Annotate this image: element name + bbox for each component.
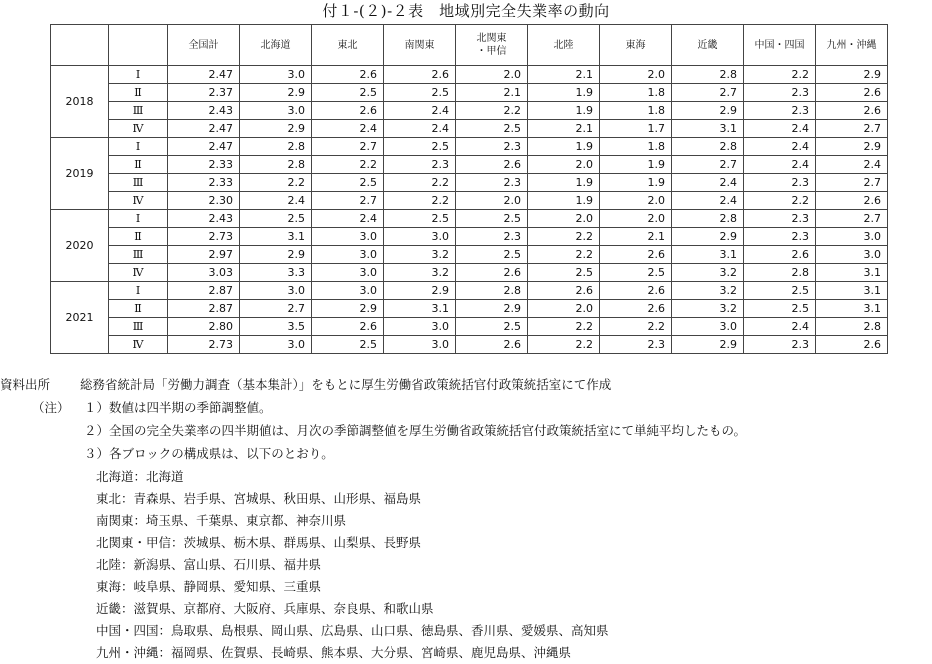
rate-cell: 2.87 bbox=[168, 282, 240, 300]
rate-cell: 2.43 bbox=[168, 102, 240, 120]
rate-cell: 3.0 bbox=[384, 318, 456, 336]
block-composition: 北海道：北海道 bbox=[96, 469, 184, 484]
table-row bbox=[51, 336, 888, 354]
quarter-cell: Ⅱ bbox=[109, 84, 168, 102]
unemployment-table bbox=[50, 24, 888, 354]
rate-cell: 3.0 bbox=[384, 336, 456, 354]
quarter-cell: Ⅲ bbox=[109, 102, 168, 120]
rate-cell: 3.0 bbox=[240, 66, 312, 84]
rate-cell: 3.3 bbox=[240, 264, 312, 282]
rate-cell: 2.0 bbox=[600, 210, 672, 228]
rate-cell: 2.5 bbox=[312, 336, 384, 354]
rate-cell: 2.2 bbox=[528, 336, 600, 354]
rate-cell: 2.9 bbox=[240, 120, 312, 138]
note-item: ２）全国の完全失業率の四半期値は、月次の季節調整値を厚生労働省政策統括官付政策統括室にて単純平均したもの。 bbox=[84, 423, 747, 438]
rate-cell: 2.0 bbox=[456, 192, 528, 210]
rate-cell: 2.3 bbox=[744, 102, 816, 120]
rate-cell: 2.8 bbox=[672, 66, 744, 84]
rate-cell: 2.30 bbox=[168, 192, 240, 210]
block-composition: 中国・四国：鳥取県、島根県、岡山県、広島県、山口県、徳島県、香川県、愛媛県、高知県 bbox=[96, 623, 609, 638]
rate-cell: 2.0 bbox=[600, 66, 672, 84]
rate-cell: 1.9 bbox=[600, 174, 672, 192]
rate-cell: 1.7 bbox=[600, 120, 672, 138]
table-title: 付１-(２)-２表 地域別完全失業率の動向 bbox=[322, 2, 610, 20]
rate-cell: 2.6 bbox=[816, 102, 888, 120]
block-composition: 九州・沖縄：福岡県、佐賀県、長崎県、熊本県、大分県、宮崎県、鹿児島県、沖縄県 bbox=[96, 645, 572, 660]
rate-cell: 2.5 bbox=[240, 210, 312, 228]
rate-cell: 2.33 bbox=[168, 156, 240, 174]
rate-cell: 2.2 bbox=[456, 102, 528, 120]
rate-cell: 2.8 bbox=[672, 210, 744, 228]
rate-cell: 3.1 bbox=[816, 264, 888, 282]
rate-cell: 2.4 bbox=[744, 120, 816, 138]
rate-cell: 2.73 bbox=[168, 228, 240, 246]
header-minami-kanto: 南関東 bbox=[384, 25, 456, 66]
rate-cell: 2.6 bbox=[744, 246, 816, 264]
rate-cell: 2.7 bbox=[240, 300, 312, 318]
rate-cell: 2.47 bbox=[168, 66, 240, 84]
rate-cell: 2.0 bbox=[456, 66, 528, 84]
year-cell: 2020 bbox=[51, 210, 109, 282]
rate-cell: 2.2 bbox=[312, 156, 384, 174]
rate-cell: 1.9 bbox=[528, 102, 600, 120]
table-row bbox=[51, 264, 888, 282]
rate-cell: 2.3 bbox=[456, 174, 528, 192]
header-kinki: 近畿 bbox=[672, 25, 744, 66]
rate-cell: 3.2 bbox=[672, 300, 744, 318]
rate-cell: 2.9 bbox=[240, 84, 312, 102]
rate-cell: 3.5 bbox=[240, 318, 312, 336]
rate-cell: 2.6 bbox=[456, 336, 528, 354]
rate-cell: 2.1 bbox=[600, 228, 672, 246]
header-chugoku-shikoku: 中国・四国 bbox=[744, 25, 816, 66]
rate-cell: 2.80 bbox=[168, 318, 240, 336]
rate-cell: 3.0 bbox=[816, 228, 888, 246]
rate-cell: 2.4 bbox=[744, 156, 816, 174]
rate-cell: 3.0 bbox=[384, 228, 456, 246]
block-composition: 北陸：新潟県、富山県、石川県、福井県 bbox=[96, 557, 322, 572]
rate-cell: 2.4 bbox=[672, 174, 744, 192]
rate-cell: 2.6 bbox=[600, 282, 672, 300]
rate-cell: 2.2 bbox=[240, 174, 312, 192]
rate-cell: 2.9 bbox=[312, 300, 384, 318]
rate-cell: 3.2 bbox=[384, 264, 456, 282]
rate-cell: 2.3 bbox=[456, 138, 528, 156]
rate-cell: 1.9 bbox=[528, 174, 600, 192]
rate-cell: 2.2 bbox=[528, 246, 600, 264]
rate-cell: 3.1 bbox=[672, 246, 744, 264]
rate-cell: 2.43 bbox=[168, 210, 240, 228]
rate-cell: 2.9 bbox=[456, 300, 528, 318]
rate-cell: 1.8 bbox=[600, 84, 672, 102]
rate-cell: 2.2 bbox=[744, 192, 816, 210]
header-tohoku: 東北 bbox=[312, 25, 384, 66]
quarter-cell: Ⅰ bbox=[109, 282, 168, 300]
rate-cell: 2.3 bbox=[456, 228, 528, 246]
rate-cell: 2.4 bbox=[384, 102, 456, 120]
header-year-blank bbox=[51, 25, 109, 66]
rate-cell: 2.6 bbox=[600, 300, 672, 318]
rate-cell: 3.0 bbox=[240, 336, 312, 354]
rate-cell: 2.0 bbox=[600, 192, 672, 210]
quarter-cell: Ⅲ bbox=[109, 246, 168, 264]
rate-cell: 2.5 bbox=[600, 264, 672, 282]
rate-cell: 2.9 bbox=[240, 246, 312, 264]
rate-cell: 2.1 bbox=[528, 120, 600, 138]
rate-cell: 3.1 bbox=[240, 228, 312, 246]
header-national: 全国計 bbox=[168, 25, 240, 66]
rate-cell: 2.2 bbox=[528, 228, 600, 246]
rate-cell: 2.7 bbox=[312, 192, 384, 210]
note-item: １）数値は四半期の季節調整値。 bbox=[84, 400, 272, 415]
rate-cell: 2.4 bbox=[744, 318, 816, 336]
rate-cell: 2.5 bbox=[744, 300, 816, 318]
table-row bbox=[51, 282, 888, 300]
rate-cell: 2.9 bbox=[672, 336, 744, 354]
rate-cell: 2.5 bbox=[384, 138, 456, 156]
rate-cell: 3.0 bbox=[240, 282, 312, 300]
rate-cell: 2.6 bbox=[528, 282, 600, 300]
table-row bbox=[51, 210, 888, 228]
table-row bbox=[51, 84, 888, 102]
table-row bbox=[51, 246, 888, 264]
rate-cell: 2.8 bbox=[456, 282, 528, 300]
rate-cell: 2.2 bbox=[600, 318, 672, 336]
rate-cell: 2.37 bbox=[168, 84, 240, 102]
rate-cell: 2.5 bbox=[456, 318, 528, 336]
rate-cell: 2.8 bbox=[672, 138, 744, 156]
rate-cell: 2.4 bbox=[312, 120, 384, 138]
table-row bbox=[51, 192, 888, 210]
header-kita-kanto-koshin: 北関東 ・甲信 bbox=[456, 25, 528, 66]
table-row bbox=[51, 66, 888, 84]
rate-cell: 2.9 bbox=[672, 228, 744, 246]
rate-cell: 2.7 bbox=[672, 84, 744, 102]
rate-cell: 2.3 bbox=[744, 228, 816, 246]
header-row bbox=[51, 25, 888, 66]
rate-cell: 3.0 bbox=[240, 102, 312, 120]
rate-cell: 3.0 bbox=[312, 282, 384, 300]
rate-cell: 2.3 bbox=[744, 210, 816, 228]
rate-cell: 2.7 bbox=[672, 156, 744, 174]
rate-cell: 2.6 bbox=[816, 336, 888, 354]
rate-cell: 2.7 bbox=[816, 120, 888, 138]
rate-cell: 2.5 bbox=[528, 264, 600, 282]
rate-cell: 2.3 bbox=[744, 174, 816, 192]
rate-cell: 2.4 bbox=[384, 120, 456, 138]
rate-cell: 3.0 bbox=[312, 228, 384, 246]
rate-cell: 1.9 bbox=[528, 84, 600, 102]
rate-cell: 2.3 bbox=[600, 336, 672, 354]
note-item: ３）各ブロックの構成県は、以下のとおり。 bbox=[84, 446, 334, 461]
rate-cell: 2.8 bbox=[744, 264, 816, 282]
source-text: 総務省統計局「労働力調査（基本集計）」をもとに厚生労働省政策統括官付政策統括室にて作成 bbox=[80, 377, 612, 392]
quarter-cell: Ⅳ bbox=[109, 192, 168, 210]
table-row bbox=[51, 318, 888, 336]
rate-cell: 2.6 bbox=[384, 66, 456, 84]
quarter-cell: Ⅱ bbox=[109, 300, 168, 318]
rate-cell: 2.6 bbox=[312, 102, 384, 120]
rate-cell: 2.4 bbox=[312, 210, 384, 228]
quarter-cell: Ⅰ bbox=[109, 138, 168, 156]
rate-cell: 2.6 bbox=[456, 156, 528, 174]
rate-cell: 2.7 bbox=[816, 210, 888, 228]
rate-cell: 2.33 bbox=[168, 174, 240, 192]
rate-cell: 2.6 bbox=[816, 84, 888, 102]
rate-cell: 2.9 bbox=[384, 282, 456, 300]
rate-cell: 2.5 bbox=[744, 282, 816, 300]
rate-cell: 2.6 bbox=[312, 318, 384, 336]
header-hokuriku: 北陸 bbox=[528, 25, 600, 66]
quarter-cell: Ⅳ bbox=[109, 120, 168, 138]
rate-cell: 3.0 bbox=[312, 246, 384, 264]
rate-cell: 2.7 bbox=[312, 138, 384, 156]
table-row bbox=[51, 156, 888, 174]
rate-cell: 2.0 bbox=[528, 300, 600, 318]
header-quarter-blank bbox=[109, 25, 168, 66]
rate-cell: 2.9 bbox=[816, 138, 888, 156]
rate-cell: 1.9 bbox=[600, 156, 672, 174]
table-row bbox=[51, 138, 888, 156]
rate-cell: 2.47 bbox=[168, 138, 240, 156]
quarter-cell: Ⅳ bbox=[109, 264, 168, 282]
rate-cell: 2.9 bbox=[816, 66, 888, 84]
rate-cell: 3.1 bbox=[384, 300, 456, 318]
quarter-cell: Ⅰ bbox=[109, 210, 168, 228]
rate-cell: 2.8 bbox=[240, 138, 312, 156]
rate-cell: 2.3 bbox=[384, 156, 456, 174]
rate-cell: 3.1 bbox=[816, 300, 888, 318]
block-composition: 東海：岐阜県、静岡県、愛知県、三重県 bbox=[96, 579, 322, 594]
rate-cell: 2.0 bbox=[528, 210, 600, 228]
header-tokai: 東海 bbox=[600, 25, 672, 66]
table-row bbox=[51, 174, 888, 192]
rate-cell: 2.5 bbox=[312, 174, 384, 192]
table-row bbox=[51, 228, 888, 246]
notes-label: （注） bbox=[32, 400, 70, 415]
rate-cell: 2.1 bbox=[528, 66, 600, 84]
source-label: 資料出所 bbox=[0, 377, 51, 392]
rate-cell: 1.9 bbox=[528, 138, 600, 156]
rate-cell: 3.2 bbox=[384, 246, 456, 264]
rate-cell: 3.1 bbox=[816, 282, 888, 300]
rate-cell: 2.9 bbox=[672, 102, 744, 120]
rate-cell: 3.1 bbox=[672, 120, 744, 138]
rate-cell: 3.2 bbox=[672, 282, 744, 300]
rate-cell: 3.03 bbox=[168, 264, 240, 282]
year-cell: 2019 bbox=[51, 138, 109, 210]
rate-cell: 2.6 bbox=[600, 246, 672, 264]
quarter-cell: Ⅲ bbox=[109, 174, 168, 192]
rate-cell: 2.97 bbox=[168, 246, 240, 264]
rate-cell: 2.7 bbox=[816, 174, 888, 192]
rate-cell: 2.2 bbox=[384, 174, 456, 192]
rate-cell: 2.2 bbox=[528, 318, 600, 336]
rate-cell: 3.0 bbox=[312, 264, 384, 282]
rate-cell: 2.73 bbox=[168, 336, 240, 354]
rate-cell: 2.5 bbox=[312, 84, 384, 102]
rate-cell: 2.87 bbox=[168, 300, 240, 318]
rate-cell: 2.1 bbox=[456, 84, 528, 102]
rate-cell: 2.5 bbox=[384, 210, 456, 228]
rate-cell: 2.3 bbox=[744, 84, 816, 102]
table-row bbox=[51, 120, 888, 138]
rate-cell: 2.47 bbox=[168, 120, 240, 138]
rate-cell: 2.5 bbox=[456, 246, 528, 264]
block-composition: 近畿：滋賀県、京都府、大阪府、兵庫県、奈良県、和歌山県 bbox=[96, 601, 434, 616]
quarter-cell: Ⅰ bbox=[109, 66, 168, 84]
header-kyushu-okinawa: 九州・沖縄 bbox=[816, 25, 888, 66]
rate-cell: 1.8 bbox=[600, 138, 672, 156]
rate-cell: 2.8 bbox=[816, 318, 888, 336]
rate-cell: 2.2 bbox=[744, 66, 816, 84]
rate-cell: 1.8 bbox=[600, 102, 672, 120]
quarter-cell: Ⅲ bbox=[109, 318, 168, 336]
block-composition: 東北：青森県、岩手県、宮城県、秋田県、山形県、福島県 bbox=[96, 491, 422, 506]
quarter-cell: Ⅱ bbox=[109, 228, 168, 246]
block-composition: 南関東：埼玉県、千葉県、東京都、神奈川県 bbox=[96, 513, 347, 528]
rate-cell: 2.3 bbox=[744, 336, 816, 354]
rate-cell: 3.0 bbox=[672, 318, 744, 336]
year-cell: 2021 bbox=[51, 282, 109, 354]
rate-cell: 2.2 bbox=[384, 192, 456, 210]
rate-cell: 1.9 bbox=[528, 192, 600, 210]
rate-cell: 2.6 bbox=[456, 264, 528, 282]
rate-cell: 2.8 bbox=[240, 156, 312, 174]
quarter-cell: Ⅱ bbox=[109, 156, 168, 174]
rate-cell: 2.5 bbox=[384, 84, 456, 102]
quarter-cell: Ⅳ bbox=[109, 336, 168, 354]
rate-cell: 2.4 bbox=[744, 138, 816, 156]
rate-cell: 2.4 bbox=[240, 192, 312, 210]
rate-cell: 3.2 bbox=[672, 264, 744, 282]
table-row bbox=[51, 102, 888, 120]
block-composition: 北関東・甲信：茨城県、栃木県、群馬県、山梨県、長野県 bbox=[96, 535, 422, 550]
rate-cell: 2.5 bbox=[456, 120, 528, 138]
rate-cell: 2.6 bbox=[312, 66, 384, 84]
rate-cell: 2.0 bbox=[528, 156, 600, 174]
rate-cell: 2.4 bbox=[816, 156, 888, 174]
rate-cell: 2.4 bbox=[672, 192, 744, 210]
rate-cell: 3.0 bbox=[816, 246, 888, 264]
year-cell: 2018 bbox=[51, 66, 109, 138]
rate-cell: 2.6 bbox=[816, 192, 888, 210]
header-hokkaido: 北海道 bbox=[240, 25, 312, 66]
rate-cell: 2.5 bbox=[456, 210, 528, 228]
table-row bbox=[51, 300, 888, 318]
